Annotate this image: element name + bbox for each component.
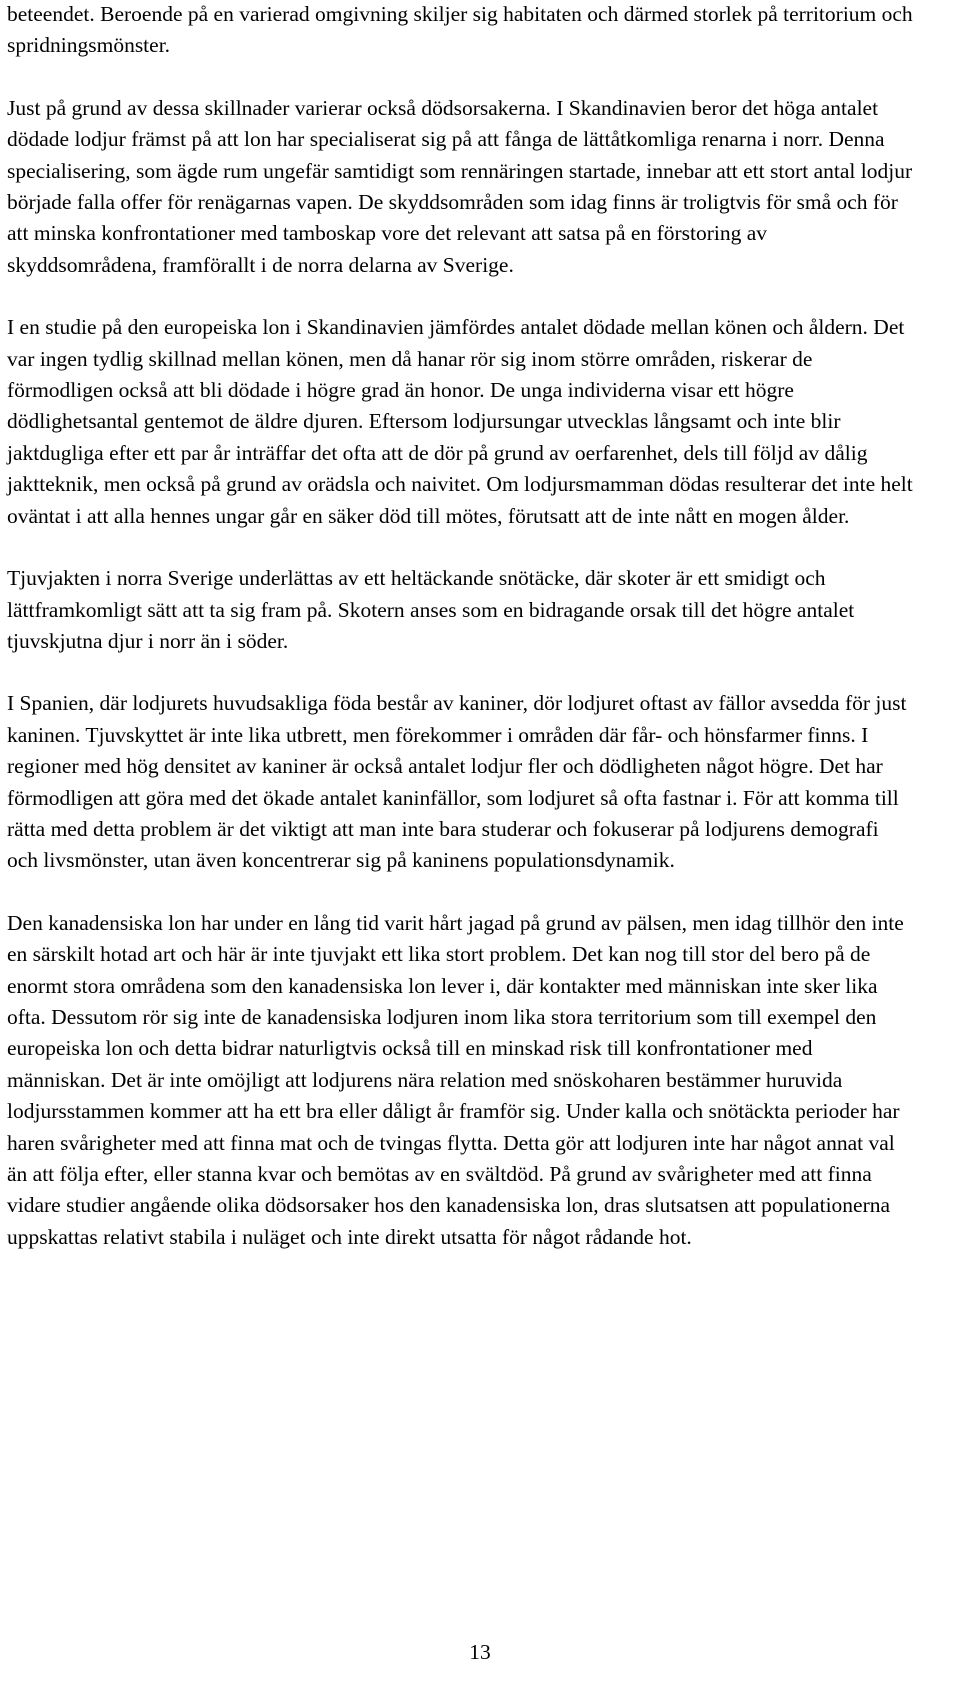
paragraph-canadian-lynx: Den kanadensiska lon har under en lång tid varit hårt jagad på grund av pälsen, men idag tillhör den inte en särskilt hotad art och här är inte tjuvjakt ett lika stort problem. Det kan nog till stor del bero på de enormt stora områdena som den kanadensiska lon lever i, där kontakter med människan inte sker lika ofta. Dessutom rör sig inte de kanadensiska lodjuren inom lika stora territorium som till exempel den europeiska lon och detta bidrar naturligtvis också till en minskad risk till konfrontationer med människan. Det är inte omöjligt att lodjurens nära relation med snöskoharen bestämmer huruvida lodjursstammen kommer att ha ett bra eller dåligt år framför sig. Under kalla och snötäckta perioder har haren svårigheter med att finna mat och de tvingas flytta. Detta gör att lodjuren inte har något annat val än att följa efter, eller stanna kvar och bemötas av en svältdöd. På grund av svårigheter med att finna vidare studier angående olika dödsorsaker hos den kanadensiska lon, dras slutsatsen att populationerna uppskattas relativt stabila i nuläget och inte direkt utsatta för något rådande hot. <box>7 910 904 1249</box>
paragraph-habitat: beteendet. Beroende på en varierad omgivning skiljer sig habitaten och därmed storlek på territorium och spridningsmönster. <box>7 2 913 58</box>
paragraph-poaching-north: Tjuvjakten i norra Sverige underlättas av ett heltäckande snötäcke, där skoter är ett smidigt och lättframkomligt sätt att ta sig fram på. Skotern anses som en bidragande orsak till det högre antalet tjuvskjutna djur i norr än i söder. <box>7 566 855 653</box>
page-number: 13 <box>469 1640 491 1664</box>
paragraph-sex-and-age-study: I en studie på den europeiska lon i Skandinavien jämfördes antalet dödade mellan könen och åldern. Det var ingen tydlig skillnad mellan könen, men då hanar rör sig inom större områden, riskerar de förmodligen också att bli dödade i högre grad än honor. De unga individerna visar ett högre dödlighetsantal gentemot de äldre djuren. Eftersom lodjursungar utvecklas långsamt och inte blir jaktdugliga efter ett par år inträffar det ofta att de dör på grund av oerfarenhet, dels till följd av dålig jaktteknik, men också på grund av orädsla och naivitet. Om lodjursmamman dödas resulterar det inte helt oväntat i att alla hennes ungar går en säker död till mötes, förutsatt att de inte nått en mogen ålder. <box>7 315 913 528</box>
paragraph-causes-of-death: Just på grund av dessa skillnader varierar också dödsorsakerna. I Skandinavien beror det höga antalet dödade lodjur främst på att lon har specialiserat sig på att fånga de lättåtkomliga renarna i norr. Denna specialisering, som ägde rum ungefär samtidigt som rennäringen startade, innebar att ett stort antal lodjur började falla offer för renägarnas vapen. De skyddsområden som idag finns är troligtvis för små och för att minska konfrontationer med tamboskap vore det relevant att satsa på en förstoring av skyddsområdena, framförallt i de norra delarna av Sverige. <box>7 95 913 277</box>
paragraph-spain: I Spanien, där lodjurets huvudsakliga föda består av kaniner, dör lodjuret oftast av fällor avsedda för just kaninen. Tjuvskyttet är inte lika utbrett, men förekommer i områden där får- och hönsfarmer finns. I regioner med hög densitet av kaniner är också antalet lodjur fler och dödligheten något högre. Det har förmodligen att göra med det ökade antalet kaninfällor, som lodjuret så ofta fastnar i. För att komma till rätta med detta problem är det viktigt att man inte bara studerar och fokuserar på lodjurens demografi och livsmönster, utan även koncentrerar sig på kaninens populationsdynamik. <box>7 691 907 873</box>
